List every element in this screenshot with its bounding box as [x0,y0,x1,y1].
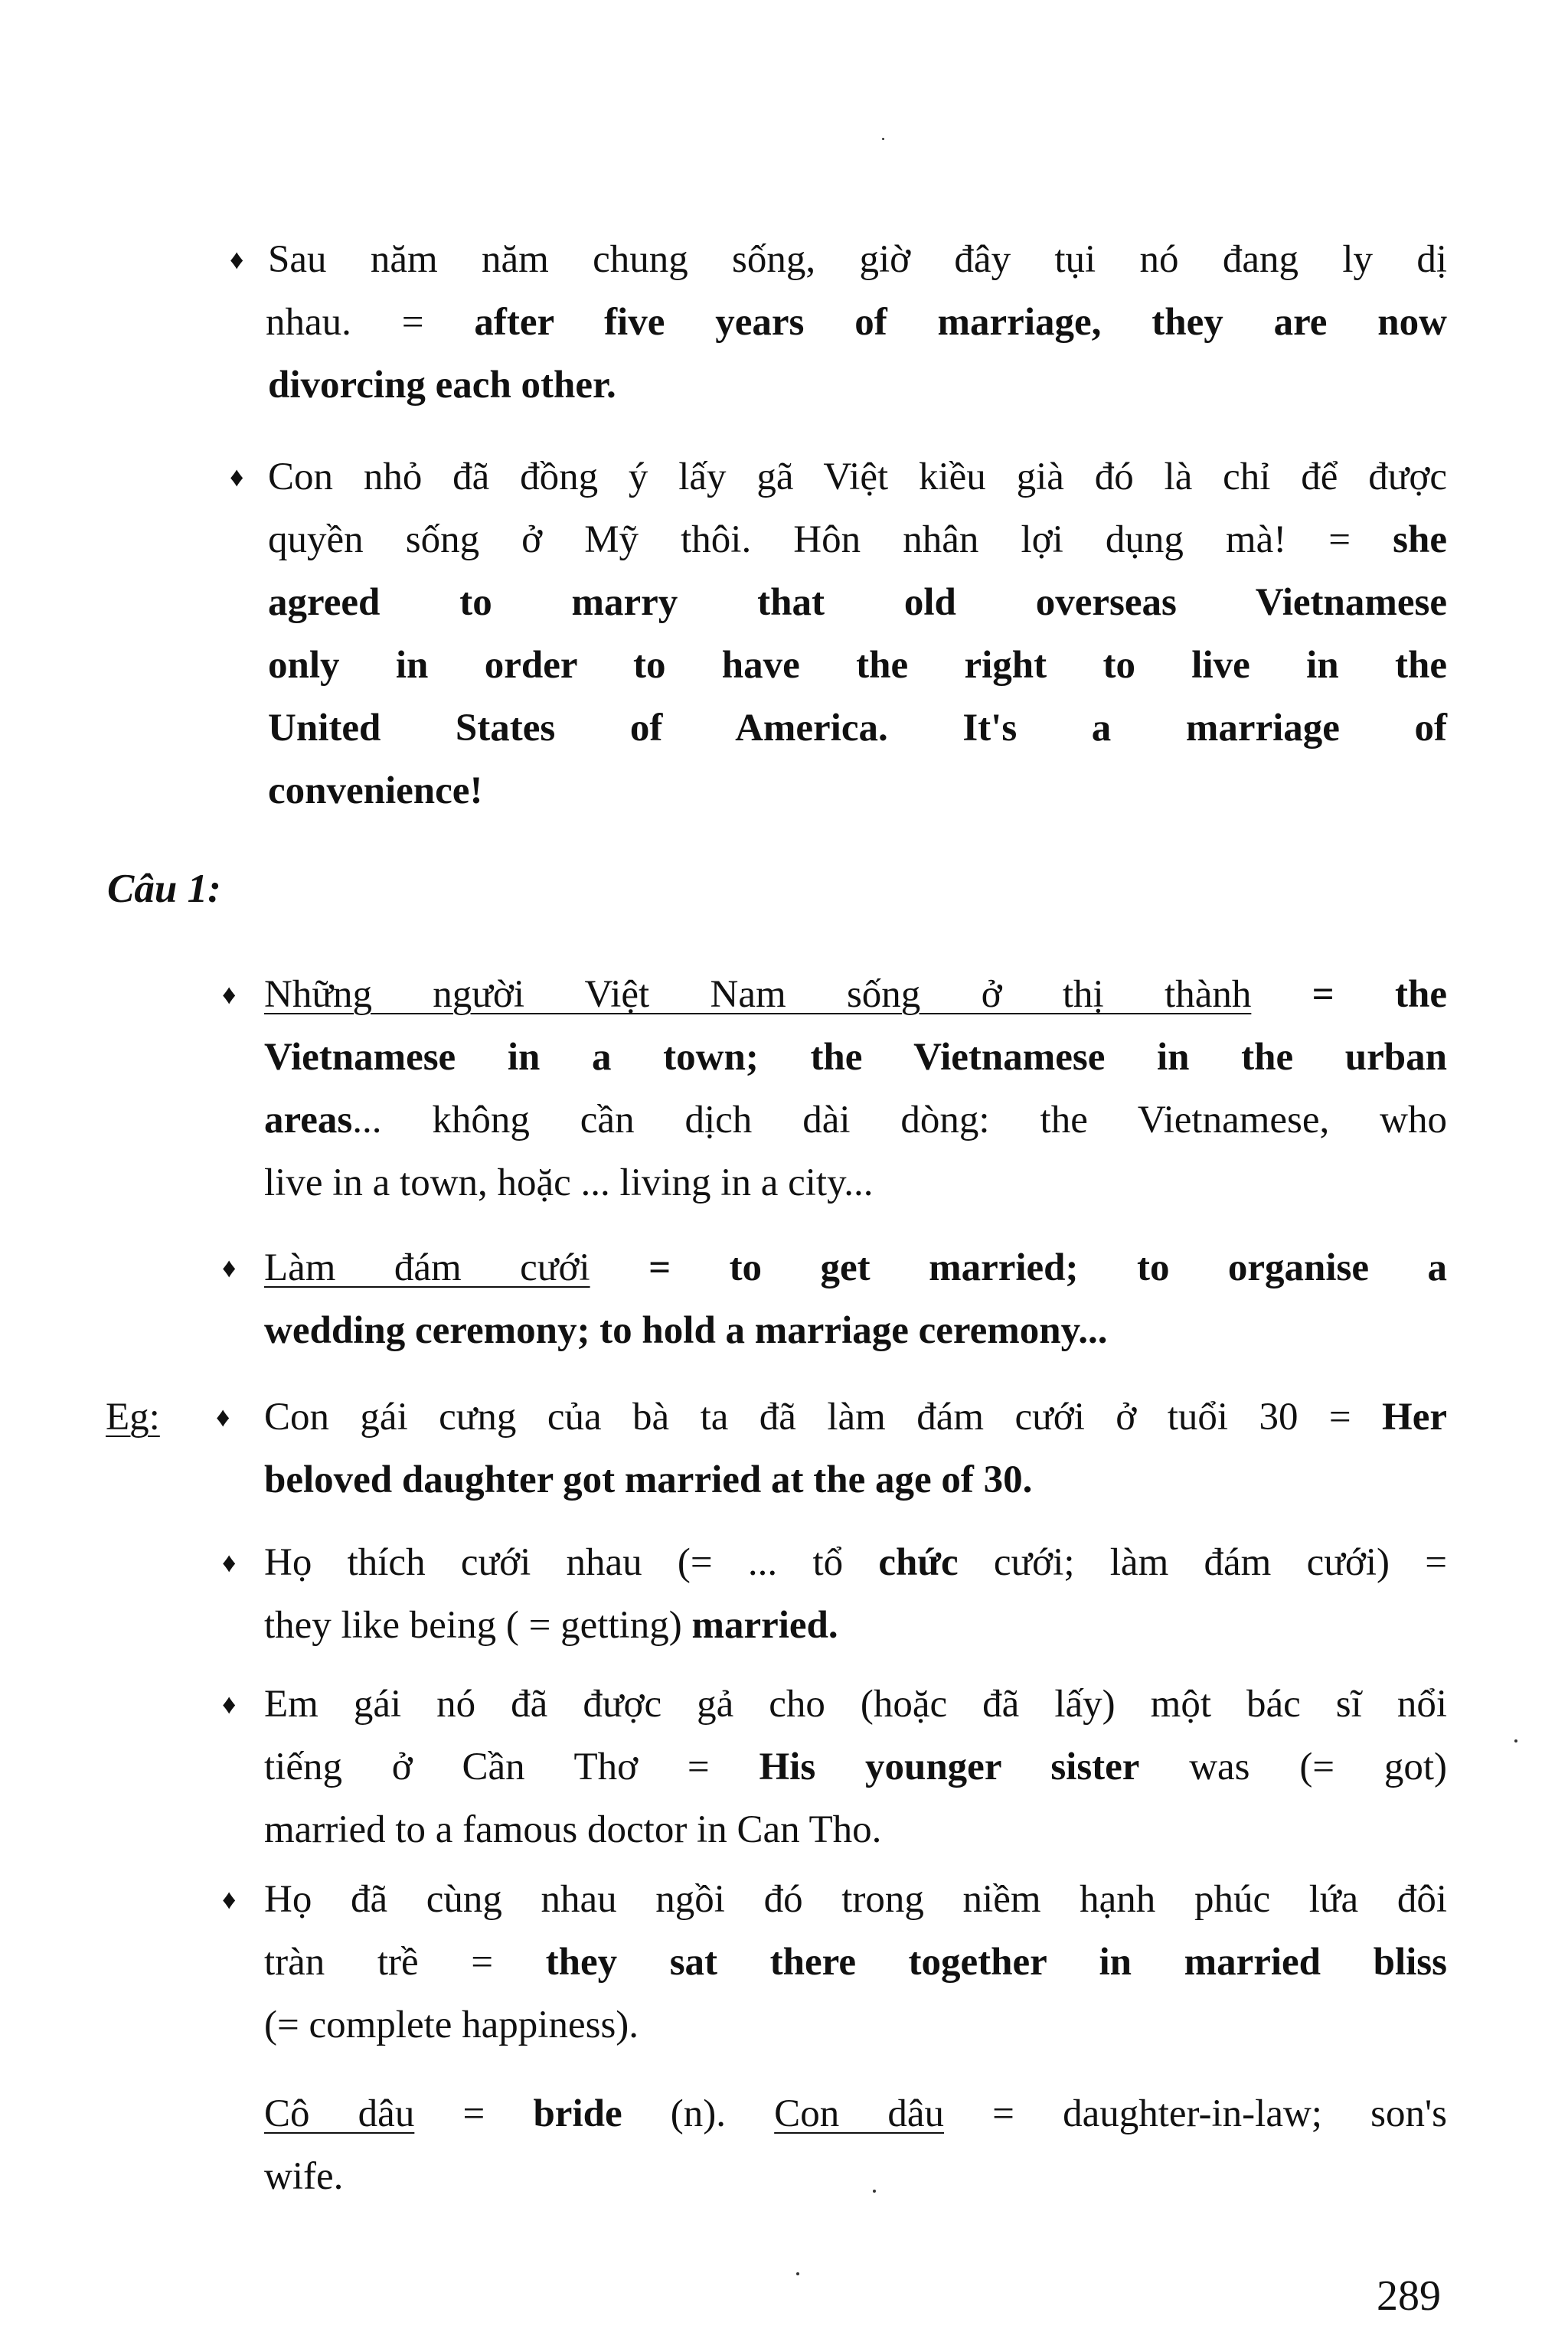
scan-speck [796,2272,799,2275]
en-text: = daughter-in-law; son's [992,2092,1448,2135]
entry-line [268,508,1447,571]
vi-text: nhau. = [266,301,475,344]
eg-label-text: Eg: [106,1396,160,1439]
en-text: His younger sister [759,1746,1140,1788]
entry-line [264,1089,1447,1151]
vi-text: tràn trề = [264,1941,546,1984]
entry-line: Sau năm năm chung sống, giờ đây tụi nó đang ly dị [268,238,1447,281]
entry-line [268,354,1447,416]
diamond-bullet-icon: ♦ [222,1689,237,1720]
en-text: United States of America. It's a marriage of [268,707,1447,750]
closing-definitions [264,2082,1447,2208]
en-text: was (= got) [1139,1746,1447,1788]
diamond-bullet-icon: ♦ [222,1547,237,1578]
entry-line: Em gái nó đã được gả cho (hoặc đã lấy) một bác sĩ nổi [264,1683,1447,1726]
entry-line [264,1026,1447,1089]
scan-speck [882,138,884,140]
en-text: = the [1312,973,1448,1016]
entry-line [264,1236,1447,1299]
entry-line [264,1931,1447,1994]
entry-line: Con nhỏ đã đồng ý lấy gã Việt kiều già đó là chỉ để được [268,456,1447,498]
en-text: after five years of marriage, they are now [474,301,1447,344]
entry-get-married [264,1236,1447,1362]
en-text: wedding ceremony; to hold a marriage ceremony... [264,1309,1108,1352]
en-text: bride [533,2092,622,2135]
vi-term: Những người Việt Nam sống ở thị thành [264,973,1252,1016]
entry-line [264,1449,1447,1511]
diamond-bullet-icon: ♦ [222,1884,237,1915]
en-text: Her [1382,1396,1447,1439]
en-text: married. [691,1604,838,1647]
vi-term: Làm đám cưới [264,1246,590,1289]
entry-divorcing [268,228,1447,416]
example-daughter [264,1386,1447,1511]
diamond-bullet-icon: ♦ [222,979,237,1010]
scan-speck [873,2190,876,2193]
vi-text: cưới; làm đám cưới) = [958,1541,1447,1584]
vi-text: Họ thích cưới nhau (= ... tổ [264,1541,879,1584]
entry-line [266,291,1447,354]
mixed-text: ... không cần dịch dài dòng: the Vietnamese, who [352,1099,1447,1142]
example-younger-sister [264,1673,1447,1861]
diamond-bullet-icon: ♦ [230,462,244,492]
en-text: = to get married; to organise a [648,1246,1448,1289]
section-heading: Câu 1: [107,867,221,911]
example-married-bliss [264,1868,1447,2056]
example-like-married [264,1531,1447,1657]
entry-urban-vietnamese [264,963,1447,1214]
entry-line [264,1736,1447,1798]
en-text: divorcing each other. [268,364,616,407]
en-text: Vietnamese in a town; the Vietnamese in the urban [264,1036,1447,1079]
en-text: only in order to have the right to live in the [268,644,1447,687]
page-number: 289 [1377,2272,1441,2320]
diamond-bullet-icon: ♦ [230,244,244,275]
entry-line: (= complete happiness). [264,2004,639,2046]
eg-label [106,1386,160,1449]
entry-line [264,963,1447,1026]
en-text: she [1393,518,1447,561]
diamond-bullet-icon: ♦ [216,1402,230,1432]
en-text: (n). [622,2092,726,2135]
en-text: they sat there together in married bliss [545,1941,1447,1984]
entry-line [268,634,1447,697]
entry-line [264,2082,1447,2145]
entry-line [264,1594,1447,1657]
entry-line [268,571,1447,634]
entry-line: married to a famous doctor in Can Tho. [264,1808,882,1851]
vi-term: Con dâu [774,2092,944,2135]
entry-line [268,759,1447,822]
en-text: = [462,2092,534,2135]
vi-text: tiếng ở Cần Thơ = [264,1746,760,1788]
entry-line: live in a town, hoặc ... living in a city... [264,1161,874,1204]
en-text: beloved daughter got married at the age of 30. [264,1458,1033,1501]
entry-convenience [268,446,1447,822]
en-text: areas [264,1099,353,1142]
en-text: chức [878,1541,959,1584]
entry-line [268,697,1447,759]
vi-term: Cô dâu [264,2092,415,2135]
en-text: they like being ( = getting) [264,1604,692,1647]
entry-line: wife. [264,2155,344,2198]
scan-speck [1514,1739,1517,1742]
entry-line: Họ đã cùng nhau ngồi đó trong niềm hạnh phúc lứa đôi [264,1878,1447,1921]
en-text: convenience! [268,769,483,812]
entry-line [264,1299,1447,1362]
vi-text: quyền sống ở Mỹ thôi. Hôn nhân lợi dụng mà! = [268,518,1393,561]
entry-line [264,1386,1447,1449]
en-text: agreed to marry that old overseas Vietnamese [268,581,1447,624]
diamond-bullet-icon: ♦ [222,1253,237,1283]
entry-line [264,1531,1447,1594]
vi-text: Con gái cưng của bà ta đã làm đám cưới ở tuổi 30 = [264,1396,1383,1439]
